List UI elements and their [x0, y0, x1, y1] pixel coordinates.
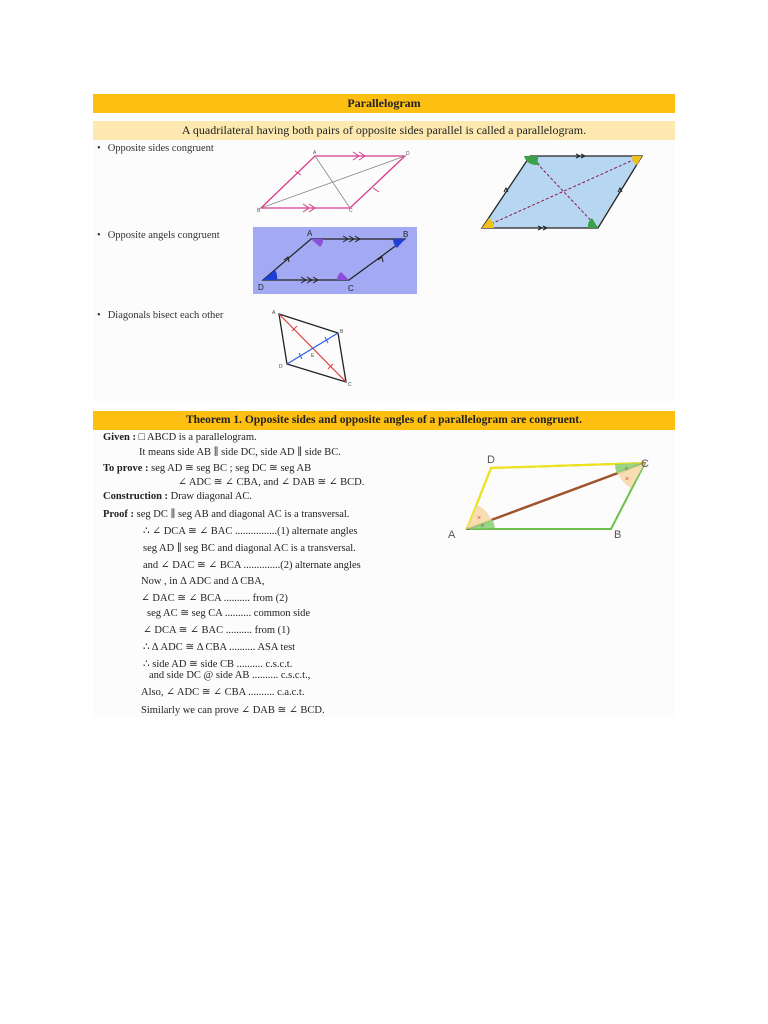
- fig4-label-d: D: [279, 364, 283, 370]
- proof-to-prove: To prove : seg AD ≅ seg BC ; seg DC ≅ seg AB: [103, 463, 312, 474]
- proof-line-4: and ∠ DAC ≅ ∠ BCA ..............(2) alternate angles: [143, 560, 361, 571]
- figure-opposite-angles: [253, 227, 417, 294]
- figure-diagonals-bisect: [270, 307, 360, 391]
- definition: A quadrilateral having both pairs of opposite sides parallel is called a parallelogram.: [93, 121, 675, 140]
- fig4-label-a: A: [272, 310, 276, 316]
- property-1: • Opposite sides congruent: [97, 143, 214, 154]
- proof-line-12: Also, ∠ ADC ≅ ∠ CBA .......... c.a.c.t.: [141, 687, 305, 698]
- theorem-figure: [445, 448, 670, 548]
- svg-text:o: o: [481, 523, 484, 529]
- proof-line-10: ∴ side AD ≅ side CB .......... c.s.c.t.: [143, 659, 293, 670]
- proof-line-7: seg AC ≅ seg CA .......... common side: [147, 608, 311, 619]
- svg-text:×: ×: [625, 476, 630, 483]
- theorem-label-d: D: [487, 454, 495, 466]
- fig3-label-b: B: [403, 230, 409, 239]
- svg-text:×: ×: [477, 515, 482, 522]
- proof-given: Given : □ ABCD is a parallelogram.: [103, 432, 257, 443]
- fig3-label-d: D: [258, 283, 264, 292]
- proof-line-5: Now , in Δ ADC and Δ CBA,: [141, 576, 265, 587]
- fig1-label-a: A: [313, 150, 317, 156]
- page-title: Parallelogram: [93, 94, 675, 113]
- theorem-title: Theorem 1. Opposite sides and opposite angles of a parallelogram are congruent.: [93, 411, 675, 430]
- proof-line-2: ∴ ∠ DCA ≅ ∠ BAC ................(1) alternate angles: [143, 526, 358, 537]
- fig1-label-c: C: [349, 208, 353, 214]
- property-2: • Opposite angels congruent: [97, 230, 220, 241]
- fig4-label-c: C: [348, 382, 352, 388]
- fig4-label-e: E: [311, 353, 315, 359]
- proof-means: It means side AB ∥ side DC, side AD ∥ side BC.: [139, 447, 341, 458]
- proof-line-11: and side DC @ side AB .......... c.s.c.t.,: [149, 670, 311, 681]
- figure-blue-parallelogram: [478, 150, 648, 232]
- proof-line-8: ∠ DCA ≅ ∠ BAC .......... from (1): [143, 625, 290, 636]
- proof-construction: Construction : Draw diagonal AC.: [103, 491, 253, 502]
- svg-text:o: o: [625, 466, 628, 472]
- theorem-label-a: A: [448, 529, 456, 541]
- fig1-label-d: D: [406, 151, 410, 157]
- fig4-label-b: B: [340, 329, 344, 335]
- fig3-label-a: A: [307, 229, 313, 238]
- proof-line-3: seg AD ∥ seg BC and diagonal AC is a transversal.: [143, 543, 356, 554]
- fig1-label-b: B: [257, 208, 261, 214]
- proof-line-9: ∴ Δ ADC ≅ Δ CBA .......... ASA test: [143, 642, 296, 653]
- proof-line-6: ∠ DAC ≅ ∠ BCA .......... from (2): [141, 593, 288, 604]
- property-3: • Diagonals bisect each other: [97, 310, 224, 321]
- proof-to-prove-2: ∠ ADC ≅ ∠ CBA, and ∠ DAB ≅ ∠ BCD.: [178, 477, 365, 488]
- proof-line-1: Proof : seg DC ∥ seg AB and diagonal AC is a transversal.: [103, 509, 350, 520]
- theorem-label-c: C: [641, 458, 649, 470]
- proof-line-13: Similarly we can prove ∠ DAB ≅ ∠ BCD.: [141, 705, 325, 716]
- fig3-label-c: C: [348, 284, 354, 293]
- theorem-label-b: B: [614, 529, 622, 541]
- figure-opposite-sides: [255, 148, 415, 214]
